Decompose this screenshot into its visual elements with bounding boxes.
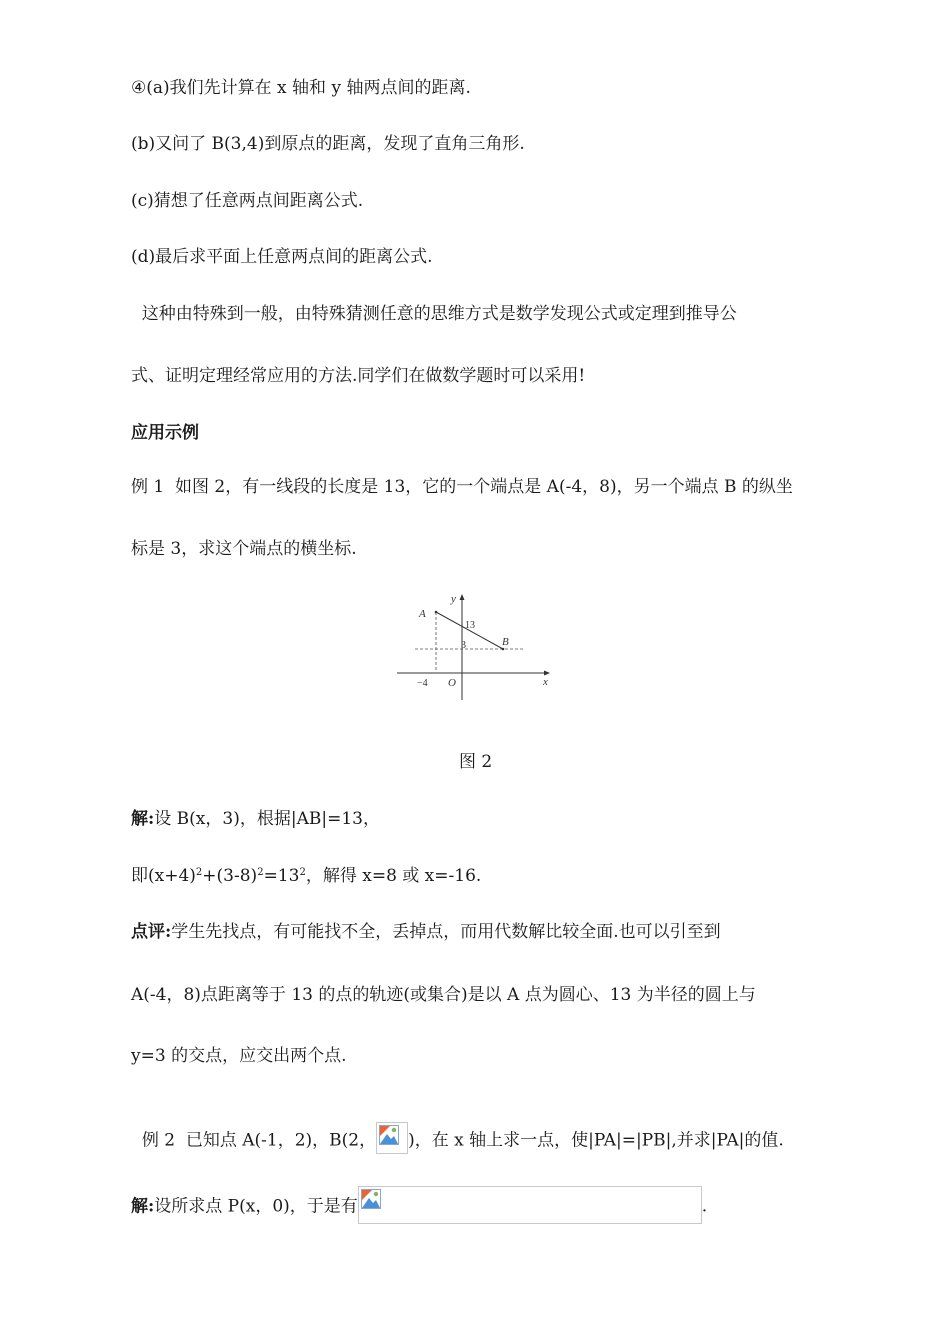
b-label: B: [502, 636, 509, 648]
eq-exponent-1: 2: [195, 867, 203, 878]
point-b: [502, 648, 505, 651]
step-d: (d)最后求平面上任意两点间的距离公式.: [131, 247, 433, 267]
example1-line-1: 例 1 如图 2，有一线段的长度是 13，它的一个端点是 A(-4，8)，另一个端点 B 的纵坐: [131, 477, 793, 497]
comment-line-2: A(-4，8)点距离等于 13 的点的轨迹(或集合)是以 A 点为圆心、13 为半径的圆上与: [131, 985, 756, 1005]
figure-2: [395, 590, 555, 705]
section-heading: 应用示例: [131, 423, 199, 443]
eq-part-2: +(3-8): [202, 866, 258, 886]
eq-part-3: =13: [263, 866, 300, 886]
example2-prefix: 例 2 已知点 A(-1，2)，B(2，: [141, 1130, 377, 1151]
solution1-equation: [131, 865, 481, 887]
eq-exponent-2: 2: [257, 867, 264, 878]
step-a: ④(a)我们先计算在 x 轴和 y 轴两点间的距离.: [131, 78, 471, 98]
x-label: x: [543, 676, 548, 688]
image-placeholder-icon: [361, 1189, 381, 1209]
a-label: A: [419, 608, 426, 620]
coordinate-diagram: [395, 590, 555, 705]
origin-label: O: [448, 677, 456, 689]
broken-image-icon: [376, 1122, 408, 1154]
y-axis-arrow: [460, 594, 465, 600]
summary-line-2: 式、证明定理经常应用的方法.同学们在做数学题时可以采用!: [131, 366, 586, 386]
image-placeholder-icon: [379, 1125, 399, 1145]
y-3-label: 3: [461, 640, 466, 651]
solution-label: 解:: [131, 809, 155, 829]
solution2-end: .: [701, 1196, 708, 1217]
y-label: y: [451, 593, 456, 605]
eq-part-1: 即(x+4): [131, 866, 196, 886]
solution2-label: 解:: [131, 1196, 155, 1217]
example2-suffix: )，在 x 轴上求一点，使|PA|=|PB|,并求|PA|的值.: [408, 1130, 784, 1151]
summary-line-1: 这种由特殊到一般，由特殊猜测任意的思维方式是数学发现公式或定理到推导公: [131, 304, 737, 324]
comment-label: 点评:: [131, 922, 172, 942]
point-a: [435, 611, 438, 614]
figure-caption: 图 2: [459, 752, 493, 772]
x-neg4-label: −4: [417, 678, 428, 689]
example2-line: [131, 1106, 784, 1154]
eq-part-4: ，解得 x=8 或 x=-16.: [305, 866, 482, 886]
solution2-text: 设所求点 P(x，0)，于是有: [154, 1196, 358, 1217]
comment-text-1: 学生先找点，有可能找不全，丢掉点，而用代数解比较全面.也可以引至到: [171, 922, 721, 942]
step-c: (c)猜想了任意两点间距离公式.: [131, 191, 364, 211]
comment-line-1: [131, 921, 721, 943]
eq-exponent-3: 2: [299, 867, 306, 878]
solution2-line: [131, 1190, 707, 1224]
example1-line-2: 标是 3，求这个端点的横坐标.: [131, 539, 357, 559]
broken-image-icon: [358, 1186, 702, 1224]
comment-line-3: y=3 的交点，应交出两个点.: [131, 1046, 347, 1066]
length-13-label: 13: [465, 620, 475, 631]
solution1-text: 设 B(x，3)，根据|AB|=13，: [154, 809, 380, 829]
step-b: (b)又问了 B(3,4)到原点的距离，发现了直角三角形.: [131, 134, 525, 154]
x-axis-arrow: [544, 671, 550, 676]
solution1-line-1: [131, 808, 380, 830]
